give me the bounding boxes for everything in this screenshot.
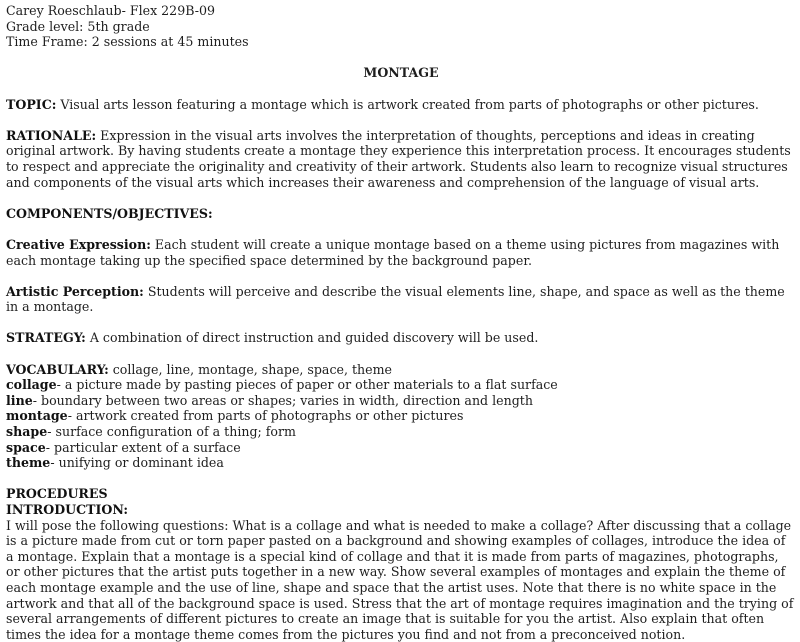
strategy-label: STRATEGY: — [6, 330, 86, 346]
vocab-term-space — [6, 440, 796, 456]
vocab-term-line — [6, 393, 796, 409]
creative-expression-paragraph — [6, 237, 796, 268]
grade-line: Grade level: 5th grade — [6, 18, 150, 34]
vocab-term-shape — [6, 424, 796, 440]
rationale-label: RATIONALE: — [6, 127, 97, 143]
document-title: MONTAGE — [363, 65, 439, 81]
term: space — [6, 439, 46, 455]
introduction-text: I will pose the following questions: What is a collage and what is needed to make a collage? After discussing that a collage is a picture made from cut or torn paper pasted on a background and showing examples of collages, introduce the idea of a montage. Explain that a montage is a special kind of collage and that it is made from parts of magazines, photographs, or other pictures that the artist puts together in a new way. Show several examples of montages and explain the theme of each montage example and the use of line, shape and space that the artist uses. Note that there is no white space in the artwork and that all of the background space is used. Stress that the art of montage requires imagination and the trying of several arrangements of different pictures to create an image that is suitable for you the artist. Also explain that often times the idea for a montage theme comes from the pictures you find and not from a preconceived notion. — [6, 517, 794, 642]
term: collage — [6, 377, 57, 393]
artistic-perception-label: Artistic Perception: — [6, 283, 144, 299]
term: shape — [6, 424, 48, 440]
topic-label: TOPIC: — [6, 96, 57, 112]
definition: - boundary between two areas or shapes; varies in width, direction and length — [32, 392, 533, 408]
term: line — [6, 392, 33, 408]
definition: - surface configuration of a thing; form — [47, 424, 296, 440]
creative-expression-text: Each student will create a unique montage based on a theme using pictures from magazines with each montage taking up the specified space determined by the background paper. — [6, 236, 780, 268]
vocab-term-collage — [6, 377, 796, 393]
header-block — [6, 3, 796, 50]
topic-text: Visual arts lesson featuring a montage which is artwork created from parts of photographs or other pictures. — [56, 96, 759, 112]
vocab-term-montage — [6, 408, 796, 424]
vocabulary-label: VOCABULARY: — [6, 361, 109, 377]
document-page — [6, 3, 796, 642]
term: montage — [6, 408, 68, 424]
introduction-heading-text: INTRODUCTION: — [6, 502, 129, 517]
vocabulary-list: collage, line, montage, shape, space, theme — [108, 361, 392, 377]
artistic-perception-paragraph — [6, 284, 796, 315]
rationale-paragraph — [6, 128, 796, 190]
procedures-heading — [6, 486, 796, 502]
procedures-heading-text: PROCEDURES — [6, 486, 108, 502]
vocabulary-section — [6, 362, 796, 471]
definition: - artwork created from parts of photographs or other pictures — [67, 408, 464, 424]
artistic-perception-text: Students will perceive and describe the visual elements line, shape, and space as well as the theme in a montage. — [6, 283, 785, 315]
components-heading — [6, 206, 796, 222]
strategy-text: A combination of direct instruction and guided discovery will be used. — [85, 330, 539, 346]
time-frame-line: Time Frame: 2 sessions at 45 minutes — [6, 34, 249, 50]
vocabulary-line — [6, 362, 796, 378]
term: theme — [6, 455, 51, 471]
rationale-text: Expression in the visual arts involves the interpretation of thoughts, perceptions and ideas in creating original artwork. By having students create a montage they experience this interpretation process. It encourages students to respect and appreciate the originality and creativity of their artwork. Students also learn to recognize visual structures and components of the visual arts which increases their awareness and comprehension of the language of visual arts. — [6, 127, 791, 190]
procedures-section — [6, 486, 796, 642]
introduction-heading — [6, 502, 796, 518]
author-line: Carey Roeschlaub- Flex 229B-09 — [6, 3, 215, 18]
creative-expression-label: Creative Expression: — [6, 236, 151, 252]
definition: - a picture made by pasting pieces of paper or other materials to a flat surface — [56, 377, 558, 393]
definition: - unifying or dominant idea — [50, 455, 224, 471]
topic-paragraph — [6, 97, 796, 113]
definition: - particular extent of a surface — [45, 439, 241, 455]
components-heading-text: COMPONENTS/OBJECTIVES: — [6, 205, 213, 221]
vocab-term-theme — [6, 455, 796, 471]
strategy-paragraph — [6, 330, 796, 346]
